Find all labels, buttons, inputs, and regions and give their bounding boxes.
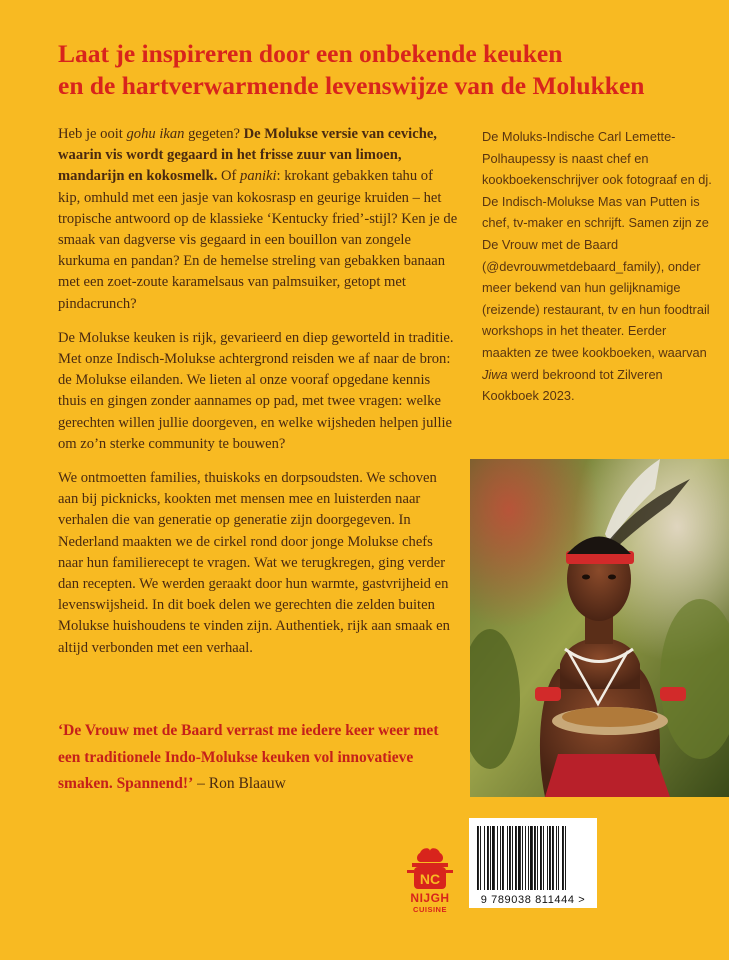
bold-text: De Molukse versie van ceviche, waarin vis wordt gegaard in het frisse zuur van limoen, mandarijn en kokosmelk. (58, 126, 437, 185)
dish-name: gohu ikan (126, 126, 185, 142)
barcode-bar (537, 826, 538, 890)
publisher-imprint: CUISINE (413, 905, 447, 914)
photo-illustration (470, 459, 729, 797)
text-run: gegeten? (184, 126, 244, 142)
publisher-logo (404, 845, 456, 931)
barcode-bar (549, 826, 551, 890)
barcode-bars (477, 826, 589, 890)
barcode (469, 818, 597, 908)
barcode-bar (552, 826, 554, 890)
barcode-bar (487, 826, 489, 890)
publisher-name: NIJGH (410, 891, 450, 905)
author-bio (482, 126, 712, 407)
barcode-bar (534, 826, 536, 890)
quote-text: ‘De Vrouw met de Baard verrast me iedere keer weer met een traditionele Indo-Molukse keuken vol innovatieve smaken. Spannend!’ (58, 722, 439, 792)
review-quote (58, 718, 458, 798)
intro-paragraph-2: De Molukse keuken is rijk, gevarieerd en diep geworteld in traditie. Met onze Indisch-Molukse achtergrond reisden we af naar de bron: de Molukse eilanden. We lieten al onze vooraf opgedane kennis thuis en gingen zonder aannames op pad, met twee vragen: welke gerechten willen jullie doorgeven, en welke wijsheden helpen jullie om zo’n sterke community te bouwen? (58, 329, 454, 452)
logo-mark: NC (419, 871, 441, 887)
barcode-bar (492, 826, 495, 890)
barcode-bar (518, 826, 521, 890)
intro-paragraph-1 (58, 124, 458, 315)
dish-name: paniki (240, 168, 277, 185)
barcode-bar (502, 826, 504, 890)
barcode-bar (477, 826, 479, 890)
barcode-bar (490, 826, 491, 890)
book-title: Jiwa (482, 366, 508, 382)
isbn-number: 9 789038 811444 > (480, 894, 586, 906)
barcode-bar (480, 826, 481, 890)
barcode-bar (530, 826, 533, 890)
intro-paragraph-3: We ontmoetten families, thuiskoks en dorpsoudsten. We schoven aan bij picknicks, kookten met mensen mee en luisterden naar verhalen die van generatie op generatie zijn doorgegeven. In Nederland maakten we de cirkel rond door jonge Molukse chefs naar hun familierecept te vragen. Wat we terugkregen, ging verder dan recepten. We werden geraakt door hun warmte, gastvrijheid en levenswijsheid. In dit boek delen we gerechten die zelden buiten Molukse huishoudens te vinden zijn. Authentiek, rijk aan smaak en altijd verbonden met een verhaal. (58, 470, 450, 656)
cover-photo (470, 459, 729, 797)
headline-line-2: en de hartverwarmende levenswijze van de Molukken (58, 71, 645, 100)
barcode-bar (507, 826, 508, 890)
barcode-bar (562, 826, 564, 890)
barcode-bar (558, 826, 559, 890)
headline-line-1: Laat je inspireren door een onbekende keuken (58, 39, 563, 68)
barcode-bar (512, 826, 513, 890)
barcode-bar (565, 826, 566, 890)
bio-text: De Moluks-Indische Carl Lemette-Polhaupessy is naast chef en kookboekenschrijver ook fotograaf en dj. De Indisch-Molukse Mas van Putten is chef, tv-maker en schrijft. Samen zijn ze De Vrouw met de Baard (@devrouwmetdebaard_family), onder meer bekend van hun gelijknamige (reizende) restaurant, tv en hun foodtrail workshops in het theater. Eerder maakten ze twee kookboeken, waarvan (482, 129, 712, 360)
bio-text: werd bekroond tot Zilveren Kookboek 2023. (482, 366, 663, 404)
barcode-bar (484, 826, 485, 890)
barcode-bar (497, 826, 498, 890)
barcode-bar (515, 826, 517, 890)
text-run: : krokant gebakken tahu of kip, omhuld met een jasje van kokosrasp en geurige kruiden – het tropische antwoord op de klassieke ‘Kentucky fried’-stijl? Ken je de smaak van dagverse vis gegaard in een bouillon van zongele kurkuma en pandan? En de hemelse streling van gebakken banaan met een zoet-zoute karamelsaus van palmsuiker, getopt met pindacrunch? (58, 168, 458, 312)
quote-attribution: – Ron Blaauw (193, 775, 286, 792)
barcode-bar (525, 826, 526, 890)
barcode-bar (547, 826, 548, 890)
barcode-bar (509, 826, 511, 890)
barcode-bar (543, 826, 544, 890)
text-run: Heb je ooit (58, 126, 127, 142)
headline (58, 38, 698, 102)
barcode-bar (500, 826, 501, 890)
barcode-bar (556, 826, 557, 890)
text-run: Of (217, 168, 241, 185)
barcode-bar (522, 826, 523, 890)
barcode-bar (540, 826, 542, 890)
barcode-bar (528, 826, 529, 890)
description (58, 124, 458, 672)
